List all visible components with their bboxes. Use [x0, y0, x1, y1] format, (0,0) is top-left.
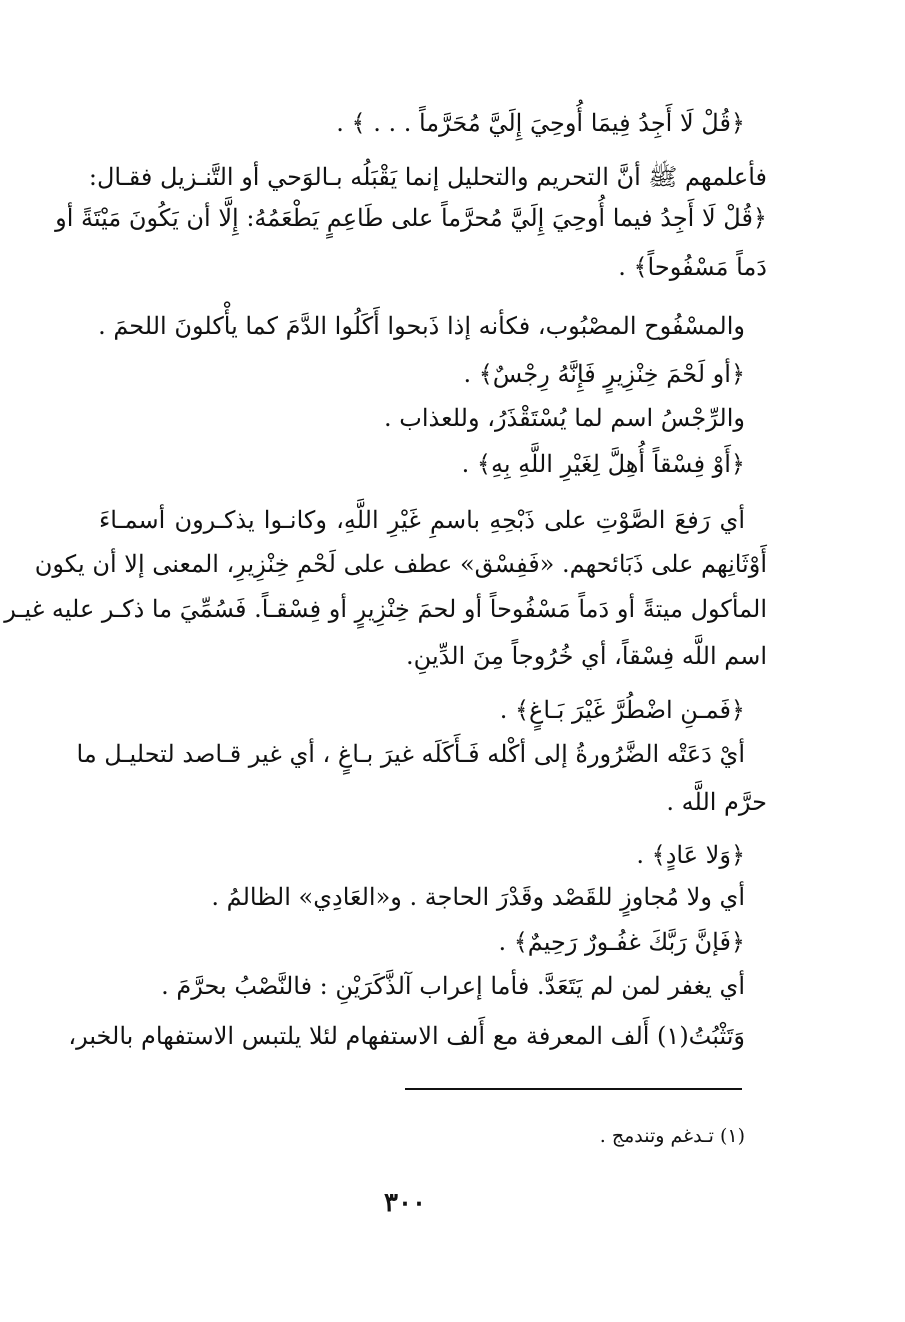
text-line: ﴿أَوْ فِسْقاً أُهِلَّ لِغَيْرِ اللَّهِ بِهِ﴾ . [461, 450, 745, 478]
text-line: ﴿فَإنَّ رَبَّكَ غفُـورٌ رَحِيمٌ﴾ . [498, 928, 745, 956]
text-line: أَوْثَانِهم على ذَبَائحهم. «فَفِسْق» عطف على لَحْمِ خِنْزِيرِ، المعنى إلا أن يكون [34, 550, 767, 578]
text-line: فأعلمهم ﷺ أنَّ التحريم والتحليل إنما يَقْبَلُه بـالوَحي أو التَّنـزيل فقـال: [88, 163, 767, 191]
page-number: ٣٠٠ [384, 1188, 426, 1218]
footnote-divider [405, 1088, 742, 1090]
text-line: ﴿وَلا عَادٍ﴾ . [636, 841, 745, 869]
text-line: ﴿قُلْ لَا أَجِدُ فيما أُوحِيَ إِلَيَّ مُحرَّماً على طَاعِمٍ يَطْعَمُهُ: إِلَّا أن يَكُونَ مَيْتَةً أو [55, 204, 767, 232]
text-line: أي ولا مُجاوزٍ للقَصْد وقَدْرَ الحاجة . و«العَادِي» الظالمُ . [211, 883, 745, 911]
text-line: المأكول ميتةً أو دَماً مَسْفُوحاً أو لحمَ خِنْزِيرٍ أو فِسْقـاً. فَسُمِّيَ ما ذكـر عليه غيـر [4, 595, 767, 623]
text-line: أيْ دَعَتْه الضَّرُورةُ إلى أكْله فَـأَكَلَه غيرَ بـاغٍ ، أي غير قـاصد لتحليـل ما [76, 740, 745, 768]
text-line: أي يغفر لمن لم يَتَعَدَّ. فأما إعراب آلذَّكَرَيْنِ : فالنَّصْبُ بحرَّمَ . [161, 972, 745, 1000]
text-line: ﴿فَمـنِ اضْطُرَّ غَيْرَ بَـاغٍ﴾ . [499, 696, 745, 724]
text-line: دَماً مَسْفُوحاً﴾ . [618, 253, 767, 281]
text-line: أي رَفعَ الصَّوْتِ على ذَبْحِهِ باسمِ غَيْرِ اللَّهِ، وكانـوا يذكـرون أسمـاءَ [99, 506, 745, 534]
text-line: وَتَثْبُتُ(١) أَلف المعرفة مع أَلف الاستفهام لئلا يلتبس الاستفهام بالخبر، [68, 1022, 745, 1050]
text-line: اسم اللَّه فِسْقاً، أي خُرُوجاً مِنَ الدِّينِ. [406, 642, 767, 670]
text-line: حرَّم اللَّه . [666, 788, 767, 816]
text-line: والرِّجْسُ اسم لما يُسْتَقْذَرُ، وللعذاب . [384, 404, 745, 432]
text-line: والمسْفُوح المصْبُوب، فكأنه إذا ذَبحوا أَكَلُوا الدَّمَ كما يأْكلونَ اللحمَ . [98, 312, 745, 340]
text-line: ﴿أو لَحْمَ خِنْزِيرٍ فَإِنَّهُ رِجْسٌ﴾ . [463, 360, 745, 388]
footnote: (١) تـدغم وتندمج . [599, 1125, 745, 1147]
text-line: ﴿قُلْ لَا أَجِدُ فِيمَا أُوحِيَ إِلَيَّ مُحَرَّماً . . . ﴾ . [336, 109, 745, 137]
